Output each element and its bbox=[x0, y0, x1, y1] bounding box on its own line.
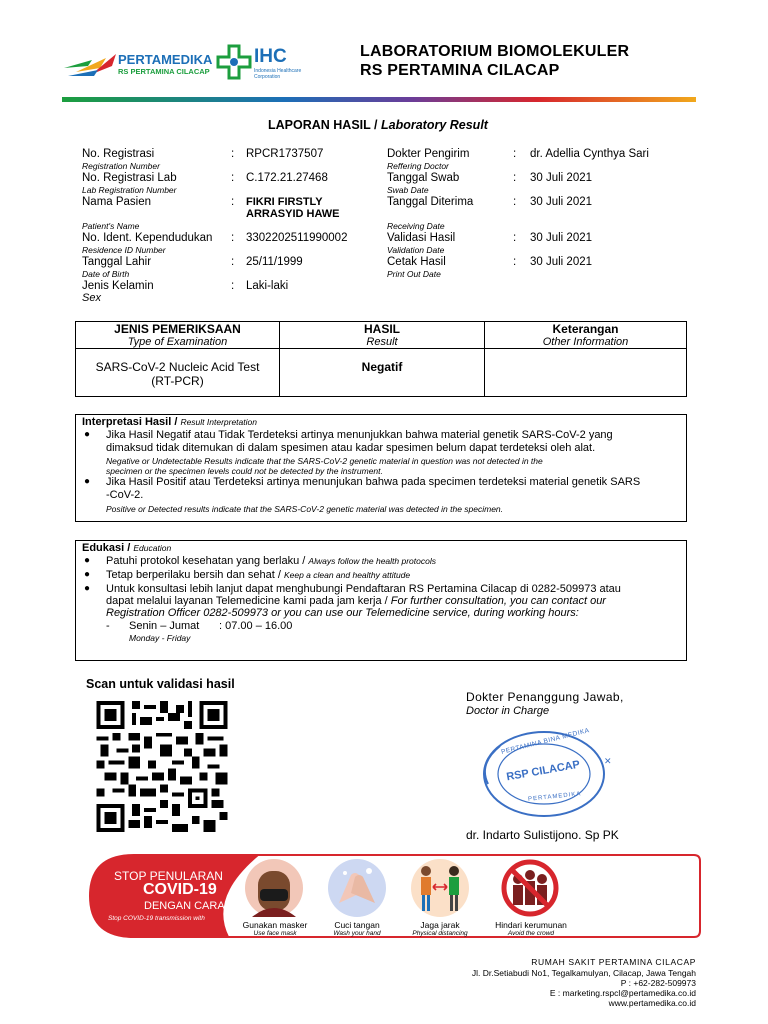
doctor-in-charge-en: Doctor in Charge bbox=[466, 705, 550, 717]
crowd-label-en: Avoid the crowd bbox=[507, 930, 555, 937]
reg-colon: : bbox=[231, 148, 235, 160]
banner-covid-text: COVID-19 bbox=[143, 881, 217, 898]
name-label: Nama Pasien bbox=[82, 196, 152, 208]
lab-label: No. Registrasi Lab bbox=[82, 172, 177, 184]
pertamedika-sub: RS PERTAMINA CILACAP bbox=[118, 67, 210, 76]
interp-b1-line1: Jika Hasil Negatif atau Tidak Terdeteksi artinya menunjukkan bahwa material genetik SARS-CoV-2 yang bbox=[106, 429, 613, 441]
footer-address: Jl. Dr.Setiabudi No1, Tegalkamulyan, Cilacap, Jawa Tengah bbox=[471, 968, 696, 978]
hours-dash: - bbox=[106, 620, 110, 632]
report-title-main: LAPORAN HASIL / bbox=[268, 118, 378, 132]
svg-text:✕: ✕ bbox=[604, 757, 612, 767]
print-label: Cetak Hasil bbox=[387, 256, 446, 268]
lab-title-line2: RS PERTAMINA CILACAP bbox=[360, 62, 560, 79]
bullet-dot: ● bbox=[84, 476, 91, 487]
bullet-dot: ● bbox=[84, 555, 91, 566]
swab-value: 30 Juli 2021 bbox=[530, 172, 593, 184]
interpretation-title-main: Interpretasi Hasil / bbox=[82, 416, 178, 428]
valid-value: 30 Juli 2021 bbox=[530, 232, 593, 244]
interp-b1-en1: Negative or Undetectable Results indicate that the SARS-CoV-2 genetic material in question was not detected in the bbox=[106, 456, 543, 466]
swab-colon: : bbox=[513, 172, 517, 184]
education-title bbox=[82, 542, 171, 554]
mask-label: Gunakan masker bbox=[242, 920, 308, 930]
banner-cara-text: DENGAN CARA bbox=[144, 900, 225, 912]
report-title-en: Laboratory Result bbox=[380, 118, 488, 132]
qr-code[interactable] bbox=[93, 701, 231, 832]
result-cell bbox=[280, 349, 485, 397]
ihc-logo bbox=[216, 44, 316, 84]
pertamedika-logo bbox=[62, 46, 212, 86]
covid-banner bbox=[88, 853, 702, 945]
col-info-title: Keterangan bbox=[552, 322, 619, 336]
interp-b2-line1: Jika Hasil Positif atau Terdeteksi artinya menunjukan bahwa pada specimen terdeteksi material genetik SARS bbox=[106, 476, 641, 488]
mask-label-en: Use face mask bbox=[253, 930, 297, 937]
lab-value: C.172.21.27468 bbox=[246, 172, 328, 184]
sex-label: Jenis Kelamin bbox=[82, 280, 154, 292]
wash-label: Cuci tangan bbox=[334, 920, 380, 930]
col-exam-title: JENIS PEMERIKSAAN bbox=[114, 322, 241, 336]
bullet-dot: ● bbox=[84, 569, 91, 580]
result-value: Negatif bbox=[361, 360, 403, 374]
banner-shape bbox=[88, 853, 702, 945]
wash-hands-icon bbox=[325, 859, 389, 917]
footer-hospital-name: RUMAH SAKIT PERTAMINA CILACAP bbox=[531, 957, 696, 967]
edu-item-2 bbox=[106, 569, 680, 582]
results-table bbox=[75, 321, 687, 397]
sex-value: Laki-laki bbox=[246, 280, 289, 292]
edu-item-3-line3-en: Registration Officer 0282-509973 or you can use our Telemedicine service, during working hours: bbox=[106, 607, 579, 619]
pertamedika-logo-icon bbox=[62, 46, 118, 84]
hours-en: Monday - Friday bbox=[129, 633, 191, 643]
stamp-top-text: PERTAMINA BINA MEDIKA bbox=[500, 727, 591, 756]
lab-title-line1: LABORATORIUM BIOMOLEKULER bbox=[360, 43, 630, 60]
recv-sub: Receiving Date bbox=[387, 221, 445, 231]
valid-colon: : bbox=[513, 232, 517, 244]
sex-sub: Sex bbox=[82, 292, 101, 304]
distance-label-en: Physical distancing bbox=[412, 930, 468, 937]
report-title bbox=[268, 118, 488, 132]
footer-website[interactable]: www.pertamedika.co.id bbox=[608, 998, 696, 1008]
face-mask-icon bbox=[242, 859, 306, 917]
distance-label: Jaga jarak bbox=[420, 920, 460, 930]
col-exam-header bbox=[76, 322, 280, 349]
edu-item-3-line3 bbox=[106, 607, 680, 620]
edu-item-1 bbox=[106, 555, 680, 568]
edu-item-2-text: Tetap berperilaku bersih dan sehat / bbox=[106, 569, 281, 581]
interp-b1-en2: specimen or the specimen levels could not be detected by the instrument. bbox=[106, 466, 383, 476]
interpretation-title-en: Result Interpretation bbox=[180, 417, 257, 427]
recv-value: 30 Juli 2021 bbox=[530, 196, 593, 208]
results-row bbox=[76, 349, 687, 397]
sex-colon: : bbox=[231, 280, 235, 292]
wash-label-en: Wash your hand bbox=[333, 930, 381, 937]
banner-stop-text: STOP PENULARAN bbox=[114, 869, 223, 883]
avoid-crowd-icon bbox=[498, 859, 562, 917]
results-header-row bbox=[76, 322, 687, 349]
info-cell bbox=[485, 349, 687, 397]
header-divider bbox=[62, 97, 696, 102]
name-colon: : bbox=[231, 196, 235, 208]
edu-item-3-line2-text: dapat melalui layanan Telemedicine kami pada jam kerja / bbox=[106, 595, 388, 607]
interp-b2-en: Positive or Detected results indicate that the SARS-CoV-2 genetic material was detected in the specimen. bbox=[106, 504, 504, 514]
education-box bbox=[75, 540, 687, 661]
col-info-header bbox=[485, 322, 687, 349]
dob-colon: : bbox=[231, 256, 235, 268]
bullet-dot: ● bbox=[84, 583, 91, 594]
stamp-mid-text: RSP CILACAP bbox=[505, 758, 581, 784]
edu-item-2-en: Keep a clean and healthy attitude bbox=[283, 570, 411, 580]
col-info-sub: Other Information bbox=[542, 336, 629, 348]
interp-b2-line2: -CoV-2. bbox=[106, 489, 144, 501]
hours-time: : 07.00 – 16.00 bbox=[219, 620, 293, 632]
reg-value: RPCR1737507 bbox=[246, 148, 324, 160]
interp-b1-line2: dimaksud tidak ditemukan di dalam spesimen atau kadar spesimen belum dapat terdeteksi oleh alat. bbox=[106, 442, 596, 454]
nik-colon: : bbox=[231, 232, 235, 244]
dob-value: 25/11/1999 bbox=[246, 256, 303, 268]
doctor-value: dr. Adellia Cynthya Sari bbox=[530, 148, 649, 160]
edu-item-1-en: Always follow the health protocols bbox=[308, 556, 436, 566]
nik-value: 3302202511990002 bbox=[246, 232, 348, 244]
pertamedika-name: PERTAMEDIKA bbox=[118, 52, 213, 67]
name-value-line2: ARRASYID HAWE bbox=[246, 208, 340, 220]
lab-colon: : bbox=[231, 172, 235, 184]
footer-email[interactable]: E : marketing.rspcl@pertamedika.co.id bbox=[549, 988, 696, 998]
ihc-sub1: Indonesia Healthcare bbox=[254, 68, 302, 74]
recv-label: Tanggal Diterima bbox=[387, 196, 474, 208]
edu-item-1-text: Patuhi protokol kesehatan yang berlaku / bbox=[106, 555, 306, 567]
valid-label: Validasi Hasil bbox=[387, 232, 456, 244]
bullet-dot: ● bbox=[84, 429, 91, 440]
hospital-stamp bbox=[478, 724, 610, 824]
doctor-label: Dokter Pengirim bbox=[387, 148, 470, 160]
valid-sub: Validation Date bbox=[387, 245, 445, 255]
footer-phone: P : +62-282-509973 bbox=[620, 978, 696, 988]
doctor-colon: : bbox=[513, 148, 517, 160]
exam-cell bbox=[76, 349, 280, 397]
print-value: 30 Juli 2021 bbox=[530, 256, 593, 268]
col-result-title: HASIL bbox=[364, 322, 400, 336]
edu-item-3-line1: Untuk konsultasi lebih lanjut dapat menghubungi Pendaftaran RS Pertamina Cilacap di 0282-509973 atau bbox=[106, 583, 621, 595]
nik-sub: Residence ID Number bbox=[82, 245, 166, 255]
print-colon: : bbox=[513, 256, 517, 268]
interpretation-title bbox=[82, 416, 257, 428]
doctor-in-charge-title: Dokter Penanggung Jawab, bbox=[466, 690, 624, 704]
name-sub: Patient's Name bbox=[82, 221, 140, 231]
doctor-name: dr. Indarto Sulistijono. Sp PK bbox=[466, 828, 619, 842]
distancing-icon bbox=[408, 859, 472, 917]
col-result-header bbox=[280, 322, 485, 349]
qr-label: Scan untuk validasi hasil bbox=[86, 677, 235, 691]
ihc-name: IHC bbox=[254, 46, 287, 67]
ihc-cross-icon bbox=[216, 44, 252, 80]
nik-label: No. Ident. Kependudukan bbox=[82, 232, 213, 244]
stamp-bot-text: PERTAMEDIKA bbox=[527, 791, 582, 803]
swab-sub: Swab Date bbox=[387, 185, 429, 195]
education-title-main: Edukasi / bbox=[82, 542, 131, 554]
exam-name-line1: SARS-CoV-2 Nucleic Acid Test bbox=[95, 360, 260, 374]
edu-item-3-line2-en: For further consultation, you can contact our bbox=[390, 595, 606, 607]
interpretation-box bbox=[75, 414, 687, 522]
col-result-sub: Result bbox=[366, 336, 398, 348]
recv-colon: : bbox=[513, 196, 517, 208]
name-value-line1: FIKRI FIRSTLY bbox=[246, 196, 323, 208]
banner-en-text: Stop COVID-19 transmission with bbox=[108, 915, 205, 922]
hours-day: Senin – Jumat bbox=[129, 620, 200, 632]
education-title-en: Education bbox=[133, 543, 172, 553]
print-sub: Print Out Date bbox=[387, 269, 441, 279]
swab-label: Tanggal Swab bbox=[387, 172, 460, 184]
exam-name-line2: (RT-PCR) bbox=[151, 374, 204, 388]
reg-sub: Registration Number bbox=[82, 161, 160, 171]
ihc-sub2: Corporation bbox=[254, 74, 281, 80]
dob-sub: Date of Birth bbox=[82, 269, 130, 279]
reg-label: No. Registrasi bbox=[82, 148, 155, 160]
col-exam-sub: Type of Examination bbox=[127, 336, 228, 348]
doctor-sub: Reffering Doctor bbox=[387, 161, 449, 171]
dob-label: Tanggal Lahir bbox=[82, 256, 152, 268]
crowd-label: Hindari kerumunan bbox=[495, 920, 567, 930]
lab-sub: Lab Registration Number bbox=[82, 185, 177, 195]
